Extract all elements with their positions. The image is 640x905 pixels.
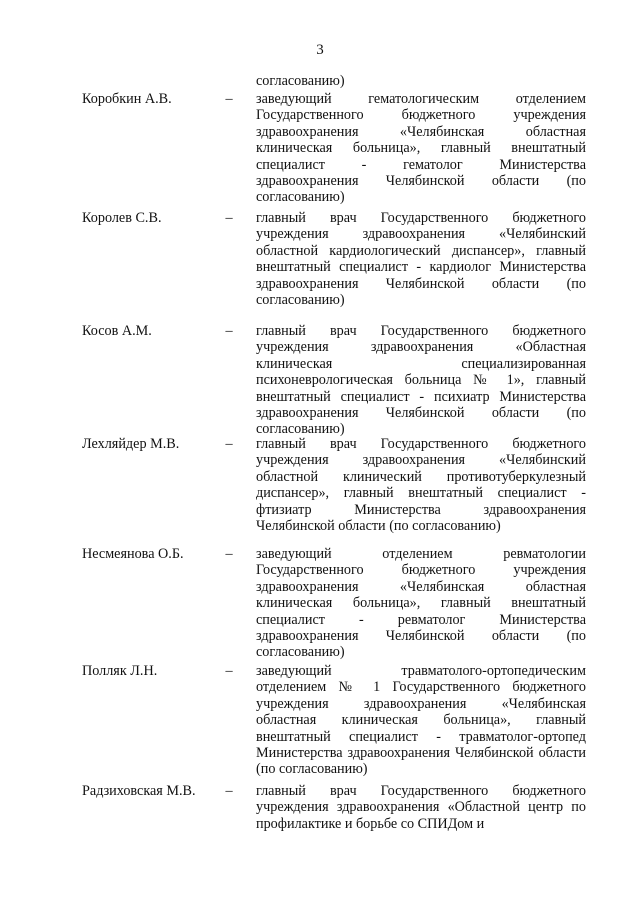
- entry-description: заведующий отделением ревматологии Государственного бюджетного учреждения здравоохранения «Челябинская областная клиническая больница», главный внештатный специалист - ревматолог Министерства здравоохранения Челябинской области (по согласованию): [256, 546, 586, 661]
- entry-dash: –: [225, 546, 233, 562]
- entry-description: главный врач Государственного бюджетного учреждения здравоохранения «Областная клиническая специализированная психоневрологическая больница № 1», главный внештатный специалист - психиатр Министерства здравоохранения Челябинской области (по согласованию): [256, 323, 586, 438]
- entry-description: главный врач Государственного бюджетного учреждения здравоохранения «Челябинский областной кардиологический диспансер», главный внештатный специалист - кардиолог Министерства здравоохранения Челябинской области (по согласованию): [256, 210, 586, 309]
- list-item: [0, 436, 640, 546]
- list-item: [0, 663, 640, 783]
- entry-dash: –: [225, 436, 233, 452]
- entry-description: заведующий травматолого-ортопедическим отделением № 1 Государственного бюджетного учреждения здравоохранения «Челябинская областная клиническая больница», главный внештатный специалист - травматолог-ортопед Министерства здравоохранения Челябинской области (по согласованию): [256, 663, 586, 778]
- entry-description: главный врач Государственного бюджетного учреждения здравоохранения «Областной центр по профилактике и борьбе со СПИДом и: [256, 783, 586, 832]
- entry-dash: –: [225, 783, 233, 799]
- continuation-text: согласованию): [256, 73, 345, 89]
- entry-description: заведующий гематологическим отделением Государственного бюджетного учреждения здравоохранения «Челябинская областная клиническая больница», главный внештатный специалист - гематолог Министерства здравоохранения Челябинской области (по согласованию): [256, 91, 586, 206]
- list-item: [0, 91, 640, 210]
- list-item: [0, 783, 640, 832]
- entry-name: Королев С.В.: [82, 210, 162, 226]
- list-item: [0, 210, 640, 323]
- entry-name: Радзиховская М.В.: [82, 783, 196, 799]
- entry-name: Несмеянова О.Б.: [82, 546, 184, 562]
- entry-dash: –: [225, 210, 233, 226]
- list-item: [0, 323, 640, 436]
- entry-name: Коробкин А.В.: [82, 91, 172, 107]
- entry-dash: –: [225, 323, 233, 339]
- member-list: [0, 91, 640, 832]
- entry-description: главный врач Государственного бюджетного учреждения здравоохранения «Челябинский областной клинический противотуберкулезный диспансер», главный внештатный специалист - фтизиатр Министерства здравоохранения Челябинской области (по согласованию): [256, 436, 586, 535]
- entry-dash: –: [225, 663, 233, 679]
- entry-dash: –: [225, 91, 233, 107]
- entry-name: Косов А.М.: [82, 323, 152, 339]
- list-item: [0, 546, 640, 663]
- entry-name: Лехляйдер М.В.: [82, 436, 180, 452]
- page-number: 3: [316, 42, 324, 58]
- entry-name: Полляк Л.Н.: [82, 663, 158, 679]
